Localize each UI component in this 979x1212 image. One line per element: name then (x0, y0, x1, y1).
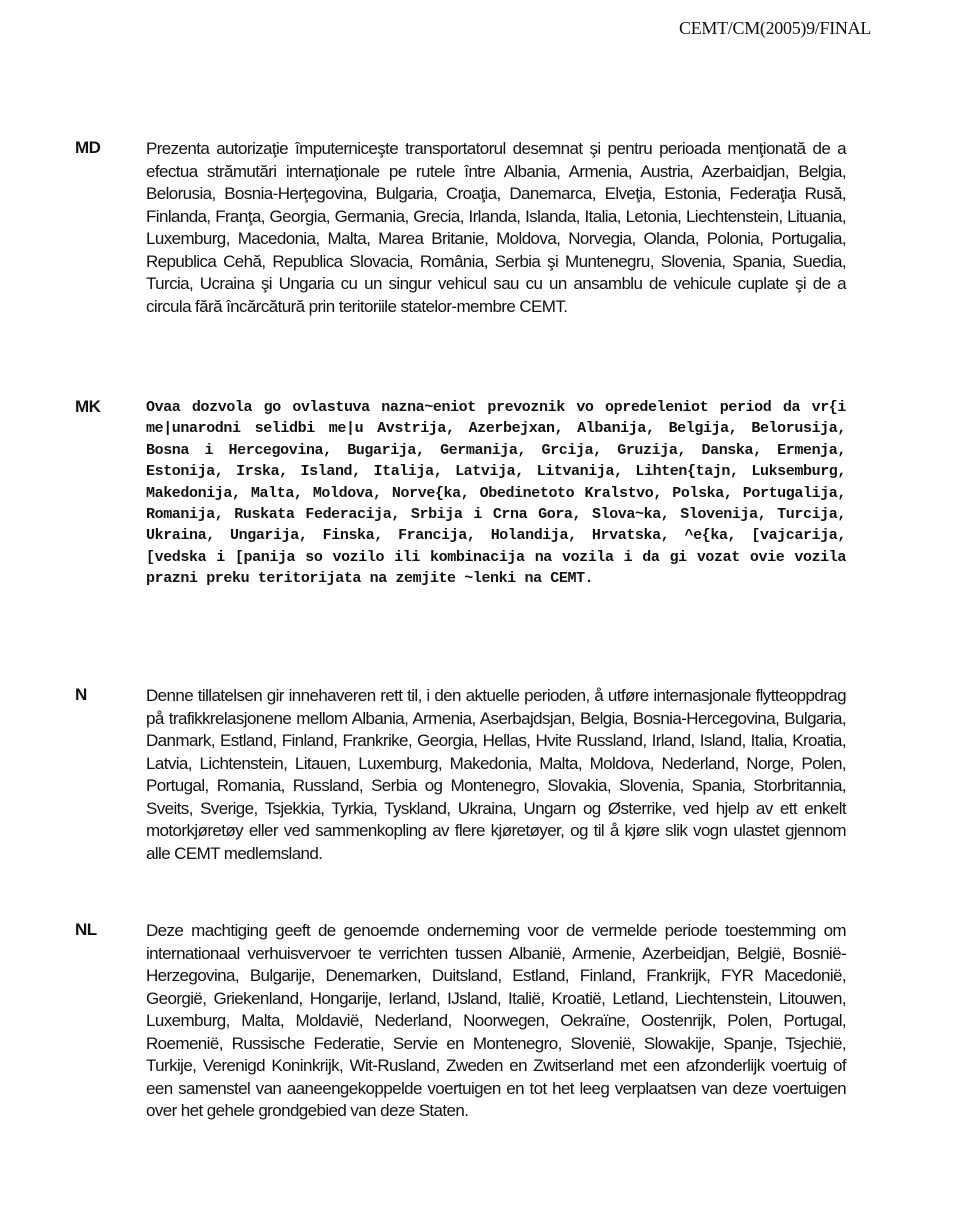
language-code: NL (75, 920, 97, 939)
paragraph-text: Ovaa dozvola go ovlastuva nazna~eniot prevoznik vo opredeleniot period da vr{i me|unarodni selidbi me|u Avstrija, Azerbejxan, Albanija, Belgija, Belorusija, Bosna i Hercegovina, Bugarija, Germanija, Grcija, Gruzija, Danska, Ermenja, Estonija, Irska, Island, Italija, Latvija, Litvanija, Lihten{tajn, Luksemburg, Makedonija, Malta, Moldova, Norve{ka, Obedinetoto Kralstvo, Polska, Portugalija, Romanija, Ruskata Federacija, Srbija i Crna Gora, Slova~ka, Slovenija, Turcija, Ukraina, Ungarija, Finska, Francija, Holandija, Hrvatska, ^e{ka, [vajcarija, [vedska i [panija so vozilo ili kombinacija na vozila i da gi vozat ovie vozila prazni preku teritorijata na zemjite ~lenki na CEMT. (146, 399, 846, 588)
document-reference: CEMT/CM(2005)9/FINAL (678, 18, 871, 38)
language-code: N (75, 685, 87, 704)
paragraph-text: Prezenta autorizaţie împuterniceşte transportatorul desemnat şi pentru perioada menţionată de a efectua strămutări internaţionale pe rutele între Albania, Armenia, Austria, Azerbaidjan, Belgia, Belorusia, Bosnia-Herţegovina, Bulgaria, Croaţia, Danemarca, Elveţia, Estonia, Federaţia Rusă, Finlanda, Franţa, Georgia, Germania, Grecia, Irlanda, Islanda, Italia, Letonia, Liechtenstein, Lituania, Luxemburg, Macedonia, Malta, Marea Britanie, Moldova, Norvegia, Olanda, Polonia, Portugalia, Republica Cehă, Republica Slovacia, România, Serbia şi Muntenegru, Slovenia, Spania, Suedia, Turcia, Ucraina şi Ungaria cu un singur vehicul sau cu un ansamblu de vehicule cuplate şi de a circula fără încărcătură prin teritoriile statelor-membre CEMT. (146, 139, 846, 316)
paragraph-text: Denne tillatelsen gir innehaveren rett til, i den aktuelle perioden, å utføre internasjonale flytteoppdrag på trafikkrelasjonene mellom Albania, Armenia, Aserbajdsjan, Belgia, Bosnia-Hercegovina, Bulgaria, Danmark, Estland, Finland, Frankrike, Georgia, Hellas, Hvite Russland, Irland, Island, Italia, Kroatia, Latvia, Lichtenstein, Litauen, Luxemburg, Makedonia, Malta, Moldova, Nederland, Norge, Polen, Portugal, Romania, Russland, Serbia og Montenegro, Slovakia, Slovenia, Spania, Storbritannia, Sveits, Sverige, Tsjekkia, Tyrkia, Tyskland, Ukraina, Ungarn og Østerrike, ved hjelp av ett enkelt motorkjøretøy eller ved sammenkopling av flere kjøretøyer, og til å kjøre slik vogn ulastet gjennom alle CEMT medlemsland. (146, 686, 846, 863)
paragraph-text: Deze machtiging geeft de genoemde onderneming voor de vermelde periode toestemming om internationaal verhuisvervoer te verrichten tussen Albanië, Armenie, Azerbeidjan, België, Bosnië-Herzegovina, Bulgarije, Denemarken, Duitsland, Estland, Finland, Frankrijk, FYR Macedonië, Georgië, Griekenland, Hongarije, Ierland, IJsland, Italië, Kroatië, Letland, Liechtenstein, Litouwen, Luxemburg, Malta, Moldavië, Nederland, Noorwegen, Oekraïne, Oostenrijk, Polen, Portugal, Roemenië, Russische Federatie, Servie en Montenegro, Slovenië, Slowakije, Spanje, Tsjechië, Turkije, Verenigd Koninkrijk, Wit-Rusland, Zweden en Zwitserland met een afzonderlijk voertuig of een samenstel van aaneengekoppelde voertuigen en tot het leeg verplaatsen van deze voertuigen over het gehele grondgebied van deze Staten. (146, 921, 846, 1120)
language-code: MK (75, 397, 101, 416)
language-code: MD (75, 138, 101, 157)
